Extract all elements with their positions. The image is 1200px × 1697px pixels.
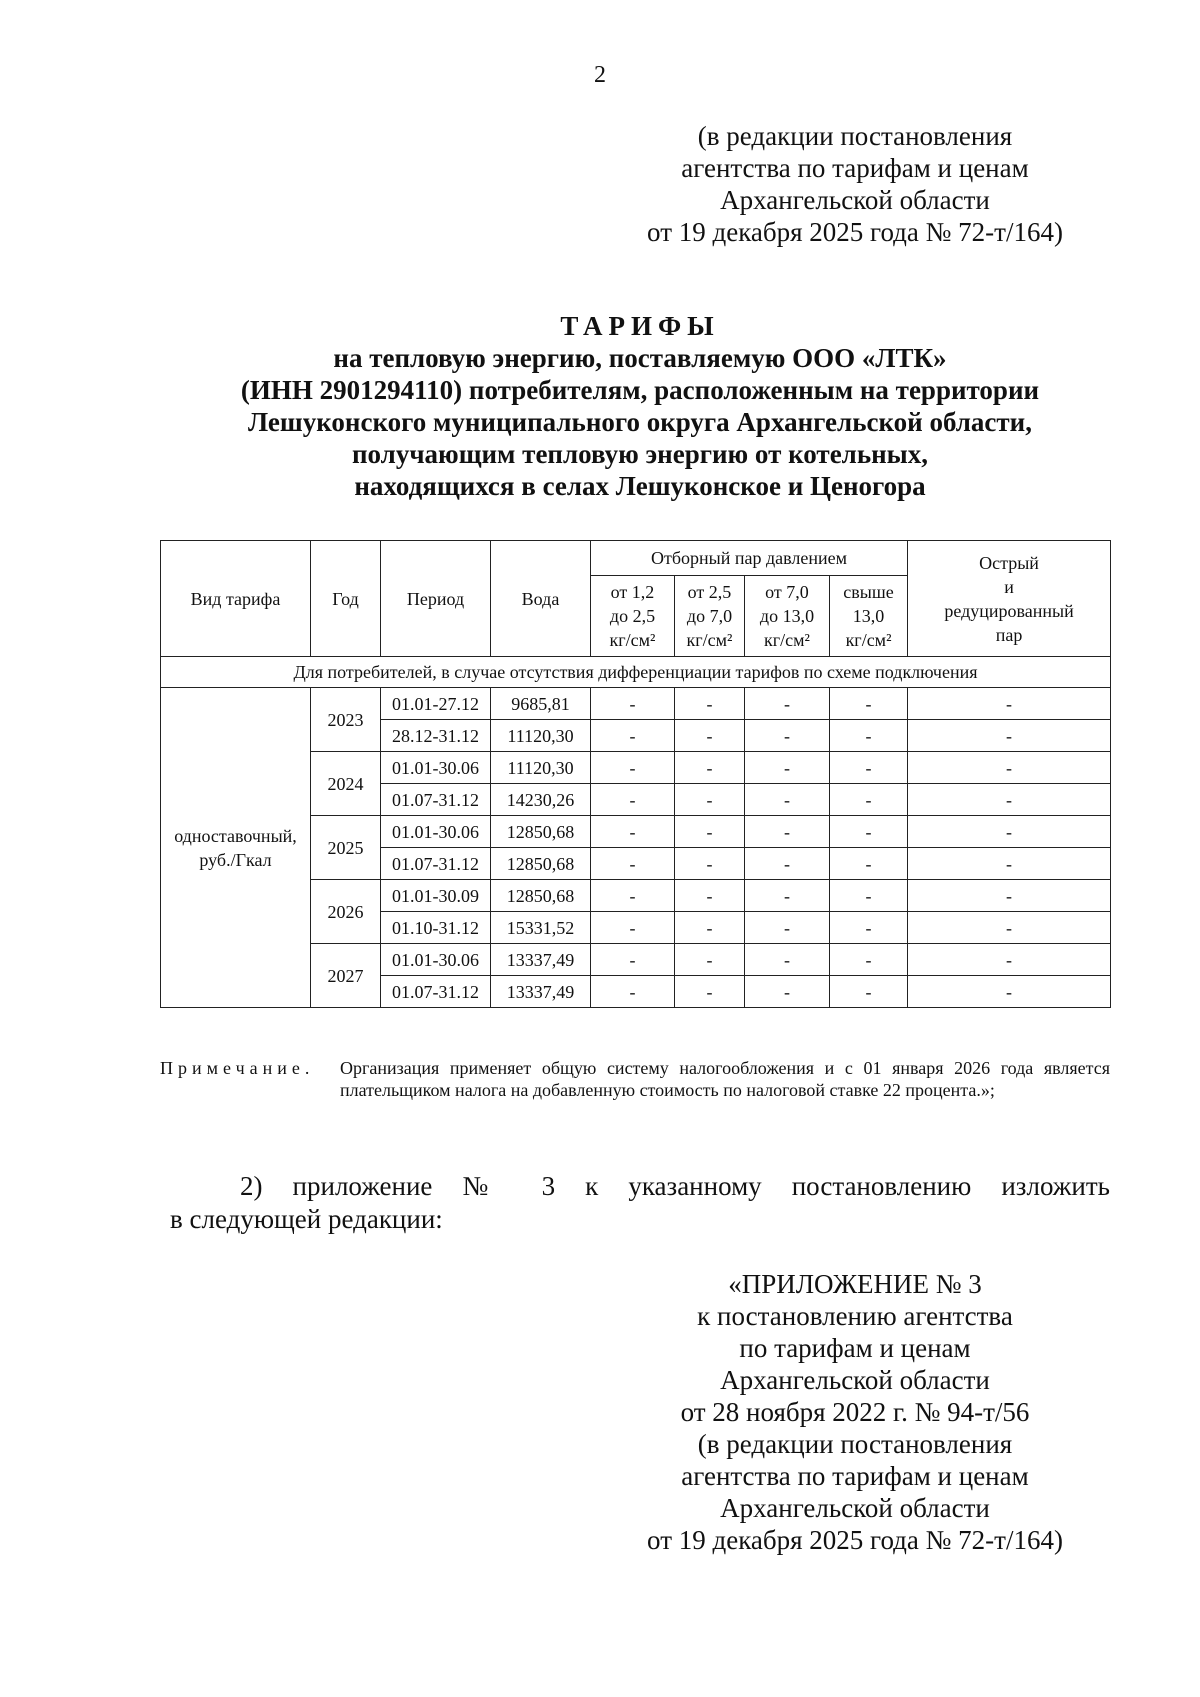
period-cell: 01.07-31.12	[381, 976, 491, 1008]
header-sharp-steam: Острый и редуцированный пар	[908, 541, 1111, 657]
water-tariff-cell: 11120,30	[491, 720, 591, 752]
period-cell: 01.01-30.06	[381, 944, 491, 976]
dash-cell: -	[745, 784, 830, 816]
header-steam-pressure: от 7,0 до 13,0 кг/см²	[745, 576, 830, 657]
dash-cell: -	[591, 752, 675, 784]
appendix-line: к постановлению агентства	[697, 1301, 1013, 1331]
appendix-line: Архангельской области	[720, 1365, 990, 1395]
dash-cell: -	[745, 944, 830, 976]
dash-cell: -	[830, 880, 908, 912]
dash-cell: -	[675, 784, 745, 816]
year-cell: 2024	[311, 752, 381, 816]
period-cell: 28.12-31.12	[381, 720, 491, 752]
header-steam-group: Отборный пар давлением	[591, 541, 908, 576]
dash-cell: -	[675, 688, 745, 720]
paragraph-2	[170, 1170, 1110, 1236]
water-tariff-cell: 15331,52	[491, 912, 591, 944]
dash-cell: -	[591, 784, 675, 816]
edition-note-top	[620, 120, 1090, 248]
header-steam-pressure: свыше 13,0 кг/см²	[830, 576, 908, 657]
appendix-line: от 28 ноября 2022 г. № 94-т/56	[680, 1397, 1030, 1427]
title-line: (ИНН 2901294110) потребителям, расположенным на территории	[240, 375, 1040, 405]
dash-cell: -	[675, 912, 745, 944]
dash-cell: -	[830, 720, 908, 752]
year-cell: 2023	[311, 688, 381, 752]
edition-line: агентства по тарифам и ценам	[681, 1461, 1029, 1491]
dash-cell: -	[675, 848, 745, 880]
dash-cell: -	[745, 752, 830, 784]
edition-line: от 19 декабря 2025 года № 72-т/164)	[647, 217, 1063, 247]
dash-cell: -	[908, 912, 1111, 944]
edition-line: агентства по тарифам и ценам	[681, 153, 1029, 183]
paragraph-2-line-2: в следующей редакции:	[170, 1204, 443, 1234]
year-cell: 2027	[311, 944, 381, 1008]
title-line: находящихся в селах Лешуконское и Ценогора	[354, 471, 926, 501]
page-number: 2	[594, 62, 606, 88]
appendix-header	[620, 1268, 1090, 1428]
edition-line: Архангельской области	[720, 1493, 990, 1523]
period-cell: 01.01-30.06	[381, 752, 491, 784]
dash-cell: -	[830, 784, 908, 816]
dash-cell: -	[591, 944, 675, 976]
dash-cell: -	[745, 976, 830, 1008]
year-cell: 2026	[311, 880, 381, 944]
dash-cell: -	[908, 784, 1111, 816]
edition-line: (в редакции постановления	[697, 121, 1013, 151]
water-tariff-cell: 13337,49	[491, 976, 591, 1008]
dash-cell: -	[675, 752, 745, 784]
dash-cell: -	[830, 816, 908, 848]
dash-cell: -	[591, 688, 675, 720]
dash-cell: -	[745, 912, 830, 944]
dash-cell: -	[830, 752, 908, 784]
dash-cell: -	[591, 816, 675, 848]
header-water: Вода	[491, 541, 591, 657]
note-text: Организация применяет общую систему налогообложения и с 01 января 2026 года является плательщиком налога на добавленную стоимость по налоговой ставке 22 процента.»;	[340, 1058, 1110, 1100]
period-cell: 01.07-31.12	[381, 784, 491, 816]
dash-cell: -	[830, 976, 908, 1008]
dash-cell: -	[908, 720, 1111, 752]
water-tariff-cell: 9685,81	[491, 688, 591, 720]
period-cell: 01.01-27.12	[381, 688, 491, 720]
title-word: ТАРИФЫ	[560, 311, 720, 341]
dash-cell: -	[908, 976, 1111, 1008]
dash-cell: -	[745, 720, 830, 752]
dash-cell: -	[830, 912, 908, 944]
period-cell: 01.10-31.12	[381, 912, 491, 944]
dash-cell: -	[745, 880, 830, 912]
dash-cell: -	[908, 880, 1111, 912]
note-label: Примечание.	[160, 1058, 315, 1078]
dash-cell: -	[675, 976, 745, 1008]
dash-cell: -	[675, 720, 745, 752]
water-tariff-cell: 13337,49	[491, 944, 591, 976]
year-cell: 2025	[311, 816, 381, 880]
edition-line: от 19 декабря 2025 года № 72-т/164)	[647, 1525, 1063, 1555]
dash-cell: -	[830, 688, 908, 720]
dash-cell: -	[675, 944, 745, 976]
water-tariff-cell: 11120,30	[491, 752, 591, 784]
header-steam-pressure: от 1,2 до 2,5 кг/см²	[591, 576, 675, 657]
period-cell: 01.01-30.06	[381, 816, 491, 848]
edition-note-bottom	[620, 1428, 1090, 1556]
dash-cell: -	[675, 880, 745, 912]
dash-cell: -	[591, 880, 675, 912]
title-line: на тепловую энергию, поставляемую ООО «ЛТК»	[333, 343, 947, 373]
header-period: Период	[381, 541, 491, 657]
document-title	[150, 310, 1130, 502]
dash-cell: -	[908, 688, 1111, 720]
dash-cell: -	[591, 720, 675, 752]
edition-line: Архангельской области	[720, 185, 990, 215]
appendix-line: «ПРИЛОЖЕНИЕ № 3	[728, 1269, 982, 1299]
dash-cell: -	[908, 816, 1111, 848]
tariffs-table	[160, 540, 1111, 1008]
dash-cell: -	[745, 688, 830, 720]
dash-cell: -	[830, 944, 908, 976]
water-tariff-cell: 12850,68	[491, 816, 591, 848]
dash-cell: -	[591, 848, 675, 880]
dash-cell: -	[675, 816, 745, 848]
paragraph-2-line-1: 2) приложение № 3 к указанному постановлению изложить	[240, 1171, 1110, 1201]
appendix-line: по тарифам и ценам	[739, 1333, 971, 1363]
dash-cell: -	[591, 976, 675, 1008]
dash-cell: -	[830, 848, 908, 880]
dash-cell: -	[908, 752, 1111, 784]
dash-cell: -	[745, 848, 830, 880]
water-tariff-cell: 12850,68	[491, 848, 591, 880]
table-row	[161, 688, 1111, 720]
water-tariff-cell: 12850,68	[491, 880, 591, 912]
dash-cell: -	[908, 848, 1111, 880]
period-cell: 01.01-30.09	[381, 880, 491, 912]
edition-line: (в редакции постановления	[697, 1429, 1013, 1459]
header-year: Год	[311, 541, 381, 657]
header-steam-pressure: от 2,5 до 7,0 кг/см²	[675, 576, 745, 657]
note	[160, 1057, 1110, 1101]
section-row: Для потребителей, в случае отсутствия дифференциации тарифов по схеме подключения	[161, 657, 1111, 688]
period-cell: 01.07-31.12	[381, 848, 491, 880]
header-tariff-type: Вид тарифа	[161, 541, 311, 657]
water-tariff-cell: 14230,26	[491, 784, 591, 816]
title-line: Лешуконского муниципального округа Архангельской области,	[247, 407, 1032, 437]
title-line: получающим тепловую энергию от котельных,	[351, 439, 928, 469]
dash-cell: -	[745, 816, 830, 848]
dash-cell: -	[591, 912, 675, 944]
tariff-type-cell: одноставочный, руб./Гкал	[161, 688, 311, 1008]
dash-cell: -	[908, 944, 1111, 976]
